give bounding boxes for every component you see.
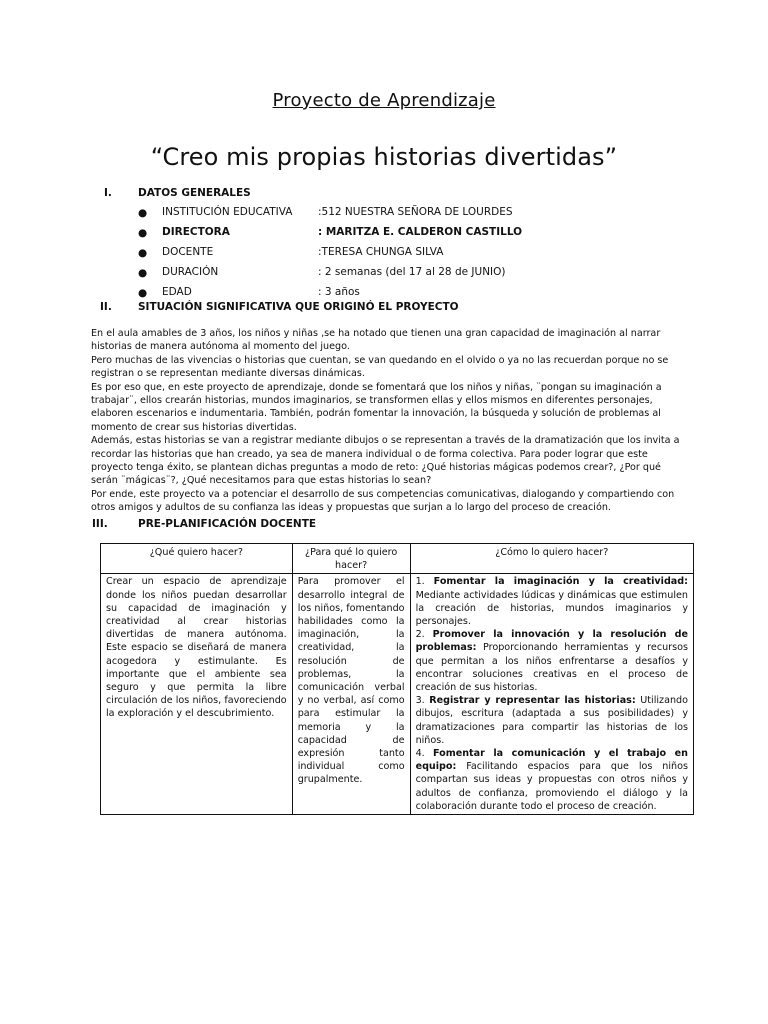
bullet-icon: ●	[138, 247, 148, 259]
bullet-icon: ●	[138, 227, 148, 239]
how-item	[416, 575, 688, 628]
table-row	[101, 574, 694, 815]
column-header-why: ¿Para qué lo quiero hacer?	[292, 544, 410, 574]
how-item-text: Proporcionando herramientas y recursos que permitan a los niños enfrentarse a desafíos y encontrar soluciones creativas en el proceso de creación de sus historias.	[415, 642, 688, 694]
how-item-number: 2.	[415, 629, 425, 641]
section-3-heading: PRE-PLANIFICACIÓN DOCENTE	[138, 518, 317, 530]
bullet-icon: ●	[138, 287, 148, 299]
how-item-title: Fomentar la comunicación y el trabajo en equipo:	[415, 748, 688, 773]
how-item	[416, 694, 688, 747]
section-1-numeral: I.	[104, 187, 112, 199]
situation-paragraph: Además, estas historias se van a registrar mediante dibujos o se representan a través de la dramatización que los invita a recordar las historias que han creado, ya sea de manera individual o de forma colectiva. Para poder lograr que este proyecto tenga éxito, se plantean dichas preguntas a modo de reto: ¿Qué historias mágicas podemos crear?, ¿Por qué serán ¨mágicas¨?, ¿Qué necesitamos para que estas historias lo sean?	[91, 435, 680, 487]
general-data-label: DOCENTE	[162, 246, 214, 258]
how-cell	[410, 574, 693, 815]
section-3-numeral: III.	[92, 518, 108, 530]
general-data-label: INSTITUCIÓN EDUCATIVA	[162, 206, 293, 218]
project-name: “Creo mis propias historias divertidas”	[150, 143, 618, 171]
bullet-icon: ●	[138, 207, 148, 219]
section-2-numeral: II.	[100, 301, 112, 313]
how-item	[416, 628, 688, 694]
section-2-heading: SITUACIÓN SIGNIFICATIVA QUE ORIGINÓ EL PROYECTO	[138, 301, 459, 313]
how-item-number: 3.	[415, 695, 425, 707]
column-header-how: ¿Cómo lo quiero hacer?	[410, 544, 693, 574]
general-data-value: : 2 semanas (del 17 al 28 de JUNIO)	[318, 266, 506, 278]
general-data-value: : MARITZA E. CALDERON CASTILLO	[318, 226, 523, 238]
how-item-text: Utilizando dibujos, escritura (adaptada a sus posibilidades) y dramatizaciones para compartir las historias de los niños.	[415, 695, 688, 746]
general-data-value: :TERESA CHUNGA SILVA	[318, 246, 444, 258]
how-item-text: Mediante actividades lúdicas y dinámicas que estimulen la creación de historias, mundos imaginarios y personajes.	[415, 589, 688, 628]
general-data-label: EDAD	[162, 286, 192, 298]
how-item-title: Fomentar la imaginación y la creatividad:	[433, 576, 688, 588]
why-cell: Para promover el desarrollo integral de los niños, fomentando habilidades como la imaginación, la creatividad, la resolución de problemas, la comunicación verbal y no verbal, así como para estimular la memoria y la capacidad de expresión tanto individual como grupalmente.	[292, 574, 410, 815]
situation-paragraph: Por ende, este proyecto va a potenciar el desarrollo de sus competencias comunicativas, dialogando y compartiendo con otros amigos y adultos de su confianza las ideas y propuestas que surjan a lo largo del proceso de creación.	[91, 488, 675, 514]
situation-paragraph: En el aula amables de 3 años, los niños y niñas ,se ha notado que tienen una gran capacidad de imaginación al narrar historias de manera autónoma al momento del juego.	[91, 328, 661, 353]
column-header-what: ¿Qué quiero hacer?	[101, 544, 293, 574]
section-1-heading: DATOS GENERALES	[138, 187, 251, 199]
how-item	[416, 747, 688, 813]
how-item-title: Registrar y representar las historias:	[429, 695, 636, 707]
document-title: Proyecto de Aprendizaje	[272, 90, 496, 111]
situation-paragraph: Pero muchas de las vivencias o historias que cuentan, se van quedando en el olvido o ya no las recuerdan porque no se registran o se representan mediante diversas dinámicas.	[91, 354, 669, 380]
what-cell: Crear un espacio de aprendizaje donde los niños puedan desarrollar su capacidad de imaginación y creatividad al crear historias divertidas de manera autónoma. Este espacio se diseñará de manera acogedora y estimulante. Es importante que el ambiente sea seguro y que permita la libre circulación de los niños, favoreciendo la exploración y el descubrimiento.	[101, 574, 293, 815]
planning-table	[100, 543, 694, 815]
general-data-label: DURACIÓN	[162, 266, 219, 278]
situation-text	[91, 327, 681, 515]
how-item-number: 4.	[415, 748, 425, 760]
general-data-label: DIRECTORA	[162, 226, 230, 238]
general-data-value: :512 NUESTRA SEÑORA DE LOURDES	[318, 206, 513, 218]
table-header-row	[101, 544, 694, 574]
how-item-text: Facilitando espacios para que los niños compartan sus ideas y propuestas con otros niños y adultos de confianza, promoviendo el diálogo y la colaboración durante todo el proceso de creación.	[415, 761, 688, 812]
how-item-number: 1.	[415, 576, 425, 588]
bullet-icon: ●	[138, 267, 148, 279]
general-data-value: : 3 años	[318, 286, 360, 298]
how-item-title: Promover la innovación y la resolución de problemas:	[415, 629, 688, 654]
situation-paragraph: Es por eso que, en este proyecto de aprendizaje, donde se fomentará que los niños y niñas, ¨pongan su imaginación a trabajar¨, ellos crearán historias, mundos imaginarios, se transformen ellas y ellos mismos en diferentes personajes, elaboren escenarios e indumentaria. También, podrán fomentar la innovación, la búsqueda y solución de problemas al momento de crear sus historias divertidas.	[91, 381, 662, 433]
